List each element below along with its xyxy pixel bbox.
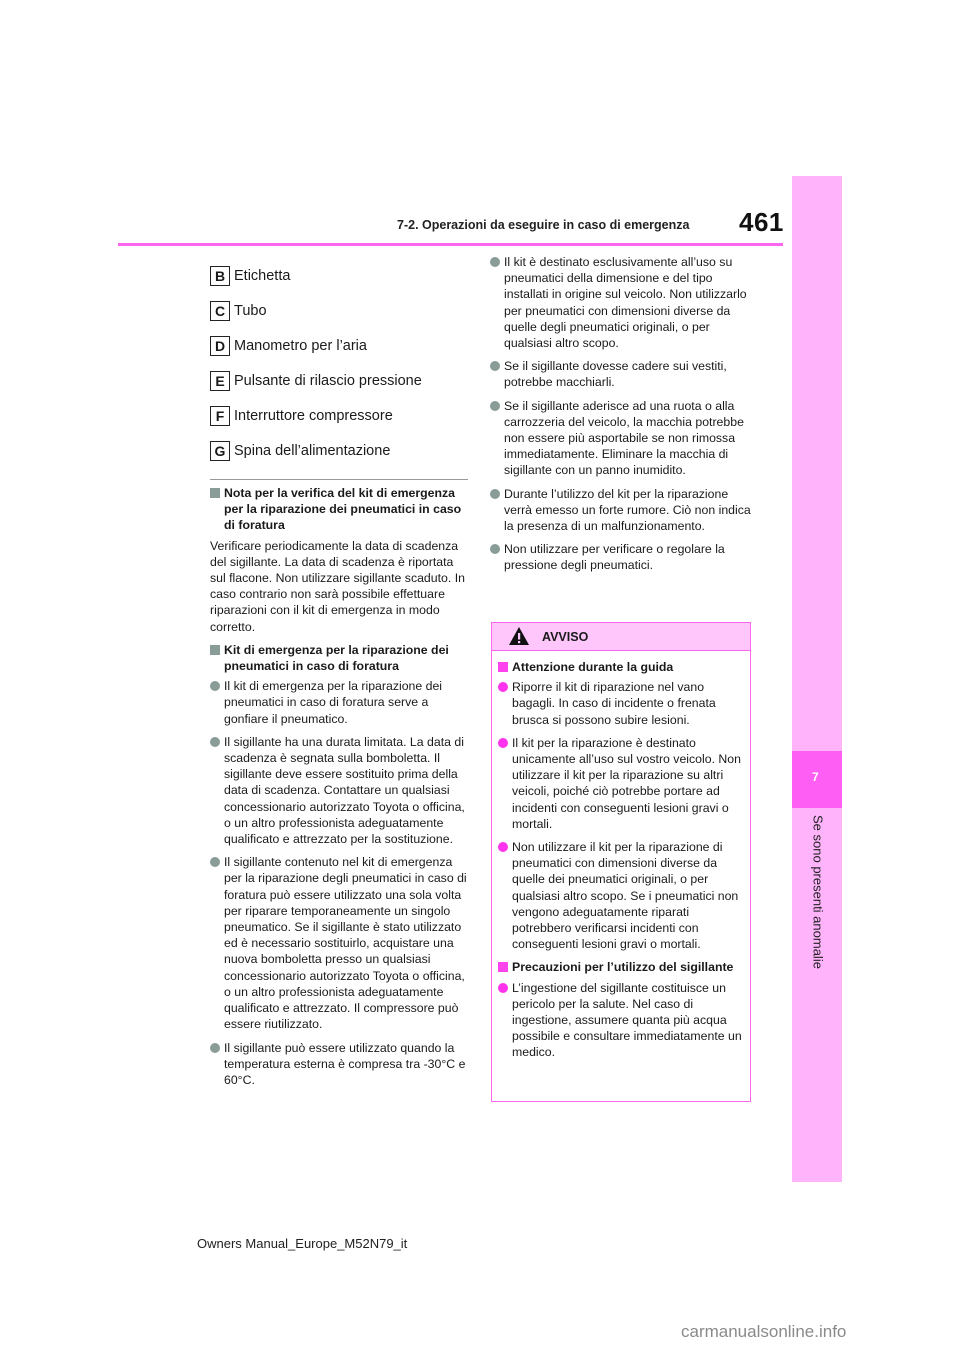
circle-bullet-icon <box>498 738 508 748</box>
circle-bullet-icon <box>490 544 500 554</box>
square-bullet-icon <box>498 962 508 972</box>
warning-header <box>492 623 750 651</box>
chapter-number-tab[interactable] <box>792 751 842 808</box>
legend-key: G <box>210 441 230 461</box>
square-bullet-icon <box>210 645 220 655</box>
warning-title: AVVISO <box>542 630 589 644</box>
note-paragraph: Verificare periodicamente la data di scadenza del sigillante. La data di scadenza è riportata sul flacone. Non utilizzare sigillante scaduto. In caso contrario non sarà possibile effettuare riparazioni con il kit di emergenza in modo corretto. <box>210 538 465 634</box>
legend-label: Manometro per l’aria <box>234 337 367 354</box>
circle-bullet-icon <box>490 401 500 411</box>
list-item: Non utilizzare il kit per la riparazione di pneumatici con dimensioni diverse da quelle dei pneumatici originali, o per qualsiasi altro scopo. Se i pneumatici non vengono adeguatamente riparati potrebbero verificarsi incidenti con conseguenti lesioni gravi o mortali. <box>498 839 744 952</box>
circle-bullet-icon <box>498 842 508 852</box>
circle-bullet-icon <box>498 682 508 692</box>
legend-key: B <box>210 266 230 286</box>
note-heading: Nota per la verifica del kit di emergenza per la riparazione dei pneumatici in caso di foratura <box>210 485 472 534</box>
list-item: Il sigillante può essere utilizzato quando la temperatura esterna è compresa tra -30°C e 60°C. <box>210 1040 472 1089</box>
list-item: Se il sigillante aderisce ad una ruota o alla carrozzeria del veicolo, la macchia potrebbe non essere più asportabile se non rimossa immediatamente. Eliminare la macchia di sigillante con un panno inumidito. <box>490 398 752 479</box>
legend-key: F <box>210 406 230 426</box>
legend-item-g <box>210 433 470 468</box>
legend-item-b <box>210 258 470 293</box>
square-bullet-icon <box>498 662 508 672</box>
list-item: Durante l’utilizzo del kit per la riparazione verrà emesso un forte rumore. Ciò non indica la presenza di un malfunzionamento. <box>490 486 752 535</box>
square-bullet-icon <box>210 488 220 498</box>
kit-heading: Kit di emergenza per la riparazione dei pneumatici in caso di foratura <box>210 642 472 674</box>
chapter-side-tab <box>792 176 842 1182</box>
circle-bullet-icon <box>490 257 500 267</box>
list-item: Riporre il kit di riparazione nel vano bagagli. In caso di incidente o frenata brusca si possono subire lesioni. <box>498 679 744 728</box>
warning-triangle-icon <box>508 626 530 646</box>
legend-item-c <box>210 293 470 328</box>
list-item: Il kit per la riparazione è destinato unicamente all’uso sul vostro veicolo. Non utilizzare il kit per la riparazione su altri veicoli, poiché ciò potrebbe portare ad incidenti con conseguenti lesioni gravi o mortali. <box>498 735 744 832</box>
legend-item-d <box>210 328 470 363</box>
legend-label: Tubo <box>234 302 267 319</box>
list-item: Il sigillante contenuto nel kit di emergenza per la riparazione degli pneumatici in caso di foratura può essere utilizzato una sola volta per riparare temporaneamente un singolo pneumatico. Se il sigillante è stato utilizzato ed è necessario sostituirlo, acquistare una nuova bomboletta presso un qualsiasi concessionario autorizzato Toyota o officina, o un altro professionista adeguatamente qualificato e attrezzato. Il compressore può essere riutilizzato. <box>210 854 472 1032</box>
list-item: Se il sigillante dovesse cadere sui vestiti, potrebbe macchiarli. <box>490 358 752 390</box>
circle-bullet-icon <box>490 489 500 499</box>
chapter-label: Se sono presenti anomalie <box>810 815 826 969</box>
circle-bullet-icon <box>210 681 220 691</box>
manual-name: Owners Manual_Europe_M52N79_it <box>197 1236 408 1251</box>
list-item: Non utilizzare per verificare o regolare la pressione degli pneumatici. <box>490 541 752 573</box>
circle-bullet-icon <box>210 1043 220 1053</box>
legend-label: Spina dell’alimentazione <box>234 442 391 459</box>
left-notes <box>210 485 472 1095</box>
list-item: L’ingestione del sigillante costituisce un pericolo per la salute. Nel caso di ingestione, assumere quanta più acqua possibile e consultare immediatamente un medico. <box>498 980 744 1061</box>
parts-legend <box>210 258 470 468</box>
warning-section-heading: Precauzioni per l’utilizzo del sigillante <box>498 959 744 975</box>
legend-key: C <box>210 301 230 321</box>
legend-label: Pulsante di rilascio pressione <box>234 372 422 389</box>
header-divider <box>118 243 783 246</box>
right-notes <box>490 254 752 581</box>
watermark-link[interactable]: carmanualsonline.info <box>681 1322 847 1341</box>
section-divider <box>210 479 468 480</box>
list-item: Il kit di emergenza per la riparazione dei pneumatici in caso di foratura serve a gonfiare il pneumatico. <box>210 678 472 727</box>
legend-item-e <box>210 363 470 398</box>
circle-bullet-icon <box>490 361 500 371</box>
legend-key: D <box>210 336 230 356</box>
warning-section-heading: Attenzione durante la guida <box>498 659 744 675</box>
chapter-label-container <box>788 815 846 985</box>
circle-bullet-icon <box>498 983 508 993</box>
legend-key: E <box>210 371 230 391</box>
legend-item-f <box>210 398 470 433</box>
legend-label: Interruttore compressore <box>234 407 393 424</box>
circle-bullet-icon <box>210 737 220 747</box>
section-title: 7-2. Operazioni da eseguire in caso di emergenza <box>397 218 690 232</box>
page-number: 461 <box>739 207 784 237</box>
warning-body <box>492 651 750 1061</box>
list-item: Il sigillante ha una durata limitata. La data di scadenza è segnata sulla bomboletta. Il sigillante deve essere sostituito prima della data di scadenza. Contattare un qualsiasi concessionario autorizzato Toyota o officina, o un altro professionista adeguatamente qualificato e attrezzato per la sostituzione. <box>210 734 472 847</box>
chapter-number: 7 <box>812 770 819 784</box>
list-item: Il kit è destinato esclusivamente all’uso su pneumatici della dimensione e del tipo installati in origine sul veicolo. Non utilizzarlo per pneumatici con dimensioni diverse da quelle degli pneumatici originali, o per qualsiasi altro scopo. <box>490 254 752 351</box>
legend-label: Etichetta <box>234 267 291 284</box>
warning-box <box>491 622 751 1102</box>
circle-bullet-icon <box>210 857 220 867</box>
